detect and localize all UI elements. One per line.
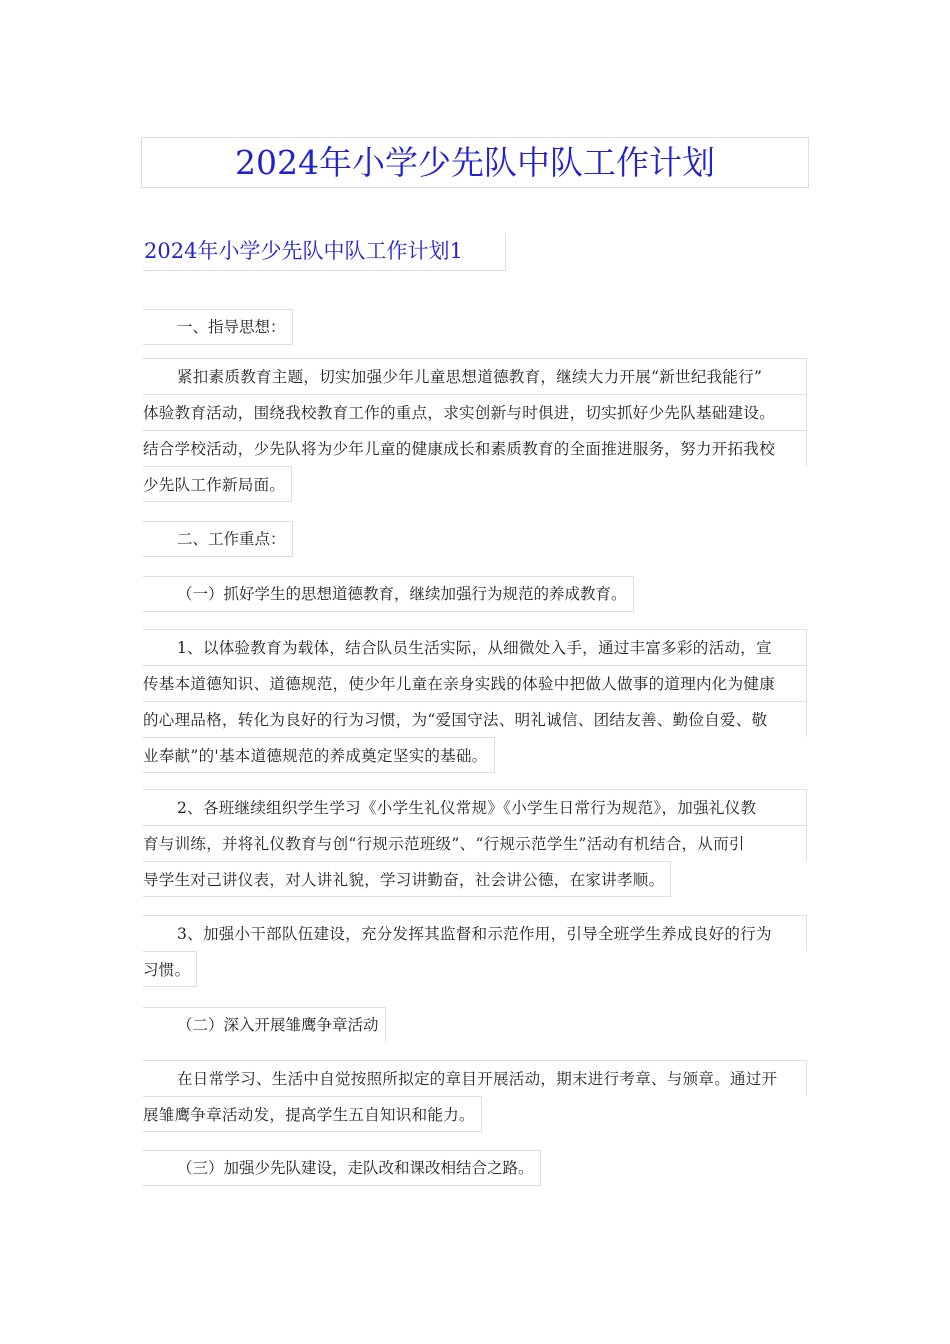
section1-paragraph (143, 358, 807, 515)
paragraph-line: 紧扣素质教育主题，切实加强少年儿童思想道德教育，继续大力开展“新世纪我能行” (143, 358, 807, 394)
sub1-heading: （一）抓好学生的思想道德教育，继续加强行为规范的养成教育。 (143, 576, 634, 612)
document-title: 2024年小学少先队中队工作计划 (141, 137, 809, 188)
paragraph-line: 结合学校活动，少先队将为少年儿童的健康成长和素质教育的全面推进服务，努力开拓我校 (143, 430, 807, 466)
paragraph-line: 育与训练，并将礼仪教育与创“行规示范班级”、“行规示范学生”活动有机结合，从而引 (143, 825, 807, 861)
sub2-paragraph (143, 1060, 807, 1145)
paragraph-line: 在日常学习、生活中自觉按照所拟定的章目开展活动，期末进行考章、与颁章。通过开 (143, 1060, 807, 1096)
paragraph-line: 1、以体验教育为载体，结合队员生活实际，从细微处入手，通过丰富多彩的活动，宣 (143, 629, 807, 665)
document-subtitle: 2024年小学少先队中队工作计划1 (143, 233, 506, 271)
paragraph-line: 导学生对己讲仪表，对人讲礼貌，学习讲勤奋，社会讲公德，在家讲孝顺。 (143, 861, 671, 897)
sub2-heading: （二）深入开展雏鹰争章活动 (143, 1007, 386, 1043)
paragraph-line: 的心理品格，转化为良好的行为习惯，为“爱国守法、明礼诚信、团结友善、勤俭自爱、敬 (143, 701, 807, 737)
paragraph-line: 体验教育活动，围绕我校教育工作的重点，求实创新与时俱进，切实抓好少先队基础建设。 (143, 394, 807, 430)
item3-paragraph (143, 915, 807, 1000)
section2-heading: 二、工作重点： (143, 521, 293, 557)
paragraph-line: 业奉献”的'基本道德规范的养成奠定坚实的基础。 (143, 737, 495, 773)
item2-paragraph (143, 789, 807, 910)
paragraph-line: 习惯。 (143, 951, 197, 987)
item1-paragraph (143, 629, 807, 786)
paragraph-line: 2、各班继续组织学生学习《小学生礼仪常规》《小学生日常行为规范》，加强礼仪教 (143, 789, 807, 825)
sub3-heading: （三）加强少先队建设，走队改和课改相结合之路。 (143, 1150, 541, 1186)
paragraph-line: 少先队工作新局面。 (143, 466, 292, 502)
paragraph-line: 传基本道德知识、道德规范，使少年儿童在亲身实践的体验中把做人做事的道理内化为健康 (143, 665, 807, 701)
paragraph-line: 展雏鹰争章活动发，提高学生五自知识和能力。 (143, 1096, 482, 1132)
paragraph-line: 3、加强小干部队伍建设，充分发挥其监督和示范作用，引导全班学生养成良好的行为 (143, 915, 807, 951)
section1-heading: 一、指导思想： (143, 309, 293, 345)
